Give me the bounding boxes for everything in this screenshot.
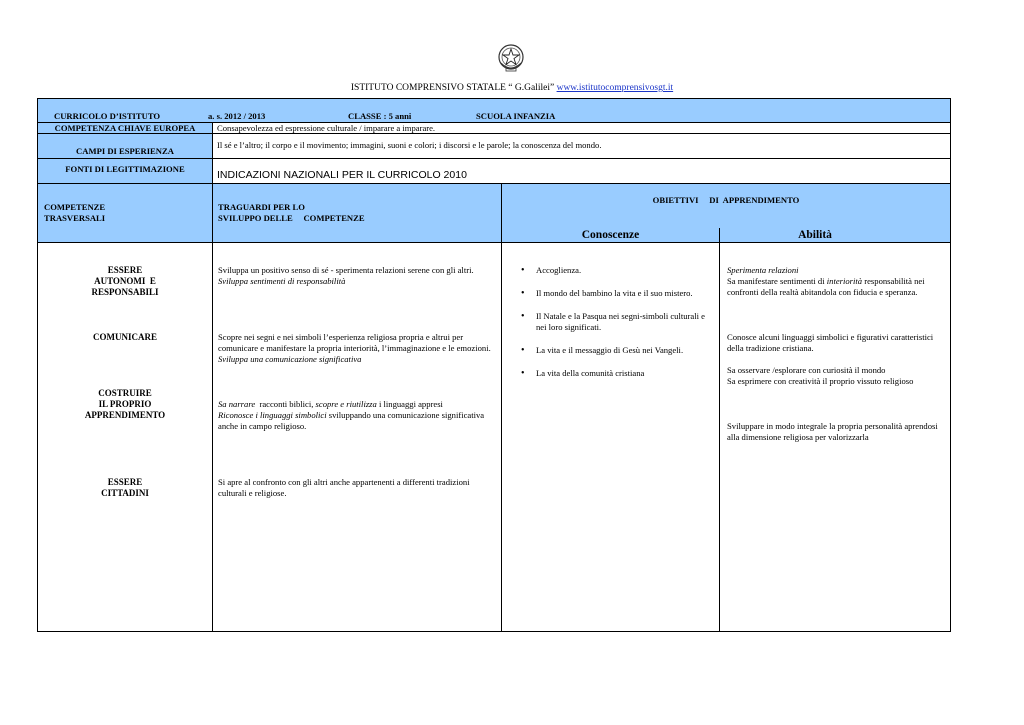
traguardo-2: Scopre nei segni e nei simboli l’esperienza religiosa propria e altrui per comunicare e manifestare la propria interiorità, l’immaginazione e le emozioni. Sviluppa una comunicazione significativa (218, 332, 491, 364)
obiettivi-header: OBIETTIVI DI APPRENDIMENTO (652, 195, 800, 205)
fonti-value: INDICAZIONI NAZIONALI PER IL CURRICOLO 2010 (217, 169, 467, 181)
conoscenza-item: • La vita della comunità cristiana (519, 368, 713, 379)
competenza-comunicare: COMUNICARE (93, 332, 157, 342)
abilita-header: Abilità (798, 229, 832, 241)
institute-name: ISTITUTO COMPRENSIVO STATALE “ G.Galilei” (350, 83, 555, 93)
traguardo-4: Si apre al confronto con gli altri anche appartenenti a differenti tradizioni culturali e religiose. (218, 477, 470, 498)
conoscenze-list (519, 265, 713, 391)
abilita-1: Sperimenta relazioni Sa manifestare sentimenti di interiorità responsabilità nei confronti della realtà abitandola con fiducia e speranza. (727, 265, 925, 297)
abilita-4: Sa esprimere con creatività il proprio vissuto religioso (727, 376, 914, 386)
competenza-autonomi: ESSERE AUTONOMI E RESPONSABILI (91, 265, 159, 297)
campi-label: CAMPI DI ESPERIENZA (76, 146, 174, 156)
curricolo-label: CURRICOLO D’ISTITUTO (54, 111, 161, 121)
abilita-5: Sviluppare in modo integrale la propria personalità aprendosi alla dimensione religiosa per valorizzarla (727, 421, 938, 442)
fonti-label: FONTI DI LEGITTIMAZIONE (65, 164, 185, 174)
school-year: a. s. 2012 / 2013 (208, 111, 266, 121)
conoscenza-item: • La vita e il messaggio di Gesù nei Vangeli. (519, 345, 713, 356)
competenze-header: COMPETENZE TRASVERSALI (44, 202, 106, 223)
institute-website-link[interactable]: www.istitutocomprensivosgt.it (556, 83, 674, 93)
conoscenza-item: • Il Natale e la Pasqua nei segni-simboli culturali e nei loro significati. (519, 311, 713, 333)
competenza-costruire: COSTRUIRE IL PROPRIO APPRENDIMENTO (84, 388, 166, 420)
conoscenze-header: Conoscenze (581, 229, 640, 241)
school-label: SCUOLA INFANZIA (476, 111, 556, 121)
conoscenza-item: • Accoglienza. (519, 265, 713, 276)
competenza-chiave-value: Consapevolezza ed espressione culturale / imparare a imparare. (217, 123, 436, 133)
traguardo-3: Sa narrare racconti biblici, scopre e riutilizza i linguaggi appresi Riconosce i linguaggi simbolici sviluppando una comunicazione significativa anche in campo religioso. (218, 399, 485, 431)
traguardi-header: TRAGUARDI PER LO SVILUPPO DELLE COMPETENZE (218, 202, 365, 223)
italian-republic-emblem-icon (497, 43, 525, 73)
abilita-3: Sa osservare /esplorare con curiosità il mondo (727, 365, 886, 375)
conoscenza-item: • Il mondo del bambino la vita e il suo mistero. (519, 288, 713, 299)
institute-header (0, 83, 1024, 93)
competenza-cittadini: ESSERE CITTADINI (101, 477, 149, 498)
traguardo-1: Sviluppa un positivo senso di sé - sperimenta relazioni serene con gli altri. Sviluppa sentimenti di responsabilità (218, 265, 474, 286)
abilita-2: Conosce alcuni linguaggi simbolici e figurativi caratteristici della tradizione cristiana. (727, 332, 934, 353)
competenza-chiave-label: COMPETENZA CHIAVE EUROPEA (54, 123, 196, 133)
class-label: CLASSE : 5 anni (348, 111, 412, 121)
campi-value: Il sé e l’altro; il corpo e il movimento; immagini, suoni e colori; i discorsi e le parole; la conoscenza del mondo. (217, 140, 602, 150)
